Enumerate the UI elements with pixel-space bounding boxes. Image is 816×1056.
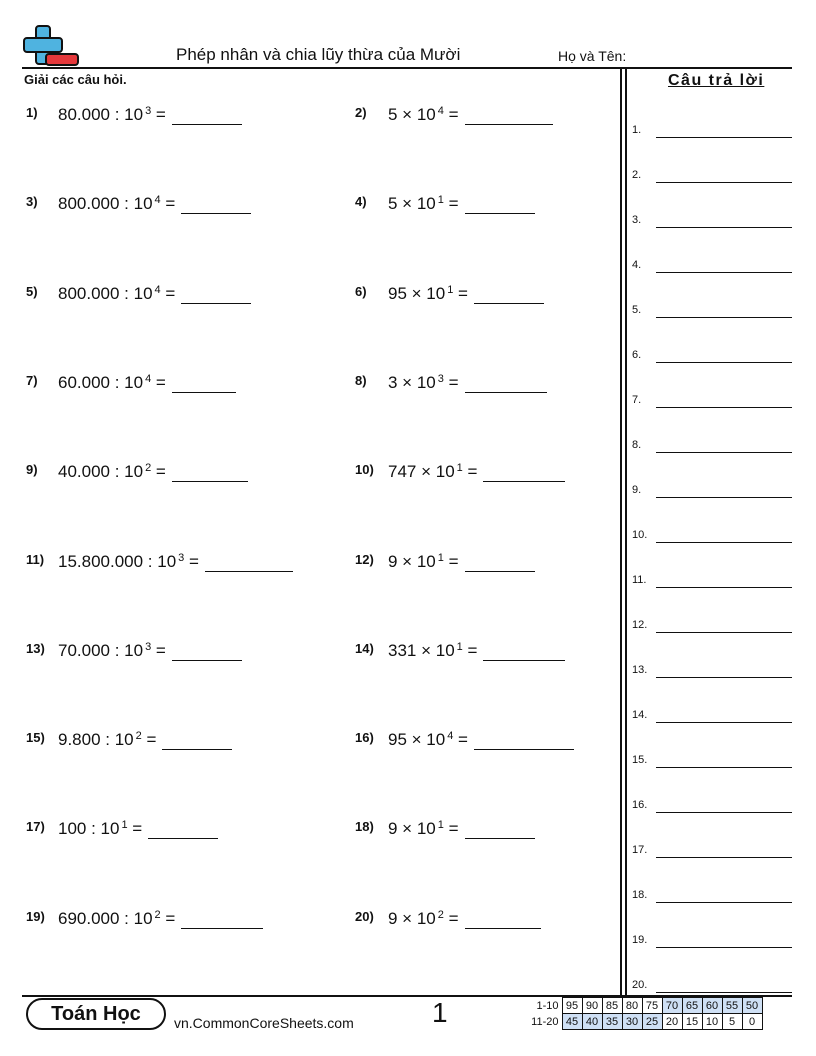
answer-blank[interactable]: [474, 286, 544, 304]
question-number: 16): [355, 730, 374, 746]
page-number: 1: [432, 997, 448, 1028]
answer-row-18: [632, 889, 792, 905]
answer-line[interactable]: [656, 857, 792, 858]
score-cell: 95: [562, 998, 582, 1014]
score-cell: 85: [602, 998, 622, 1014]
name-label: Họ và Tên:: [558, 48, 627, 64]
answer-line[interactable]: [656, 677, 792, 678]
answer-row-4: [632, 259, 792, 275]
answer-blank[interactable]: [474, 732, 574, 750]
answer-row-11: [632, 574, 792, 590]
answer-line[interactable]: [656, 272, 792, 273]
question-number: 15): [26, 730, 45, 746]
header-divider: [22, 67, 792, 69]
question-number: 20): [355, 908, 374, 924]
answer-number: 13.: [632, 664, 648, 676]
question-expression: 80.000 : 10 $^3$ =: [58, 105, 242, 125]
question-number: 4): [355, 194, 367, 210]
answer-blank[interactable]: [483, 464, 565, 482]
answer-row-20: [632, 979, 792, 995]
answer-number: 10.: [632, 529, 648, 541]
answer-line[interactable]: [656, 632, 792, 633]
score-row-label: 1-10: [536, 999, 559, 1012]
answer-line[interactable]: [656, 362, 792, 363]
answer-line[interactable]: [656, 407, 792, 408]
question-number: 19): [26, 908, 45, 924]
answer-number: 1.: [632, 124, 642, 136]
question-expression: 100 : 10 $^1$ =: [58, 819, 218, 839]
score-cell: 55: [722, 998, 742, 1014]
answer-row-6: [632, 349, 792, 365]
answer-row-19: [632, 934, 792, 950]
question-expression: 95 × 10 $^1$ =: [388, 284, 544, 304]
question-expression: 9.800 : 10 $^2$ =: [58, 730, 232, 750]
question-number: 18): [355, 819, 374, 835]
score-row-label: 11-20: [531, 1015, 559, 1028]
answer-row-9: [632, 484, 792, 500]
answer-line[interactable]: [656, 722, 792, 723]
answer-row-5: [632, 304, 792, 320]
brand-badge: Toán Học: [26, 998, 166, 1030]
answer-row-2: [632, 169, 792, 185]
question-expression: 9 × 10 $^1$ =: [388, 819, 535, 839]
answer-row-17: [632, 844, 792, 860]
answer-blank[interactable]: [465, 821, 535, 839]
question-number: 3): [26, 194, 38, 210]
score-cell: 0: [742, 1014, 762, 1030]
answer-number: 17.: [632, 844, 648, 856]
plus-minus-logo-icon: [22, 24, 80, 68]
answer-number: 16.: [632, 799, 648, 811]
answer-line[interactable]: [656, 587, 792, 588]
answer-row-12: [632, 619, 792, 635]
answer-blank[interactable]: [181, 911, 263, 929]
answer-line[interactable]: [656, 227, 792, 228]
score-cell: 70: [662, 998, 682, 1014]
question-expression: 5 × 10 $^4$ =: [388, 105, 553, 125]
question-number: 5): [26, 283, 38, 299]
question-expression: 40.000 : 10 $^2$ =: [58, 462, 248, 482]
score-cell: 75: [642, 998, 662, 1014]
answer-blank[interactable]: [465, 107, 553, 125]
answer-line[interactable]: [656, 182, 792, 183]
answer-line[interactable]: [656, 497, 792, 498]
answer-row-1: [632, 124, 792, 140]
answer-row-8: [632, 439, 792, 455]
question-number: 9): [26, 462, 38, 478]
question-expression: 60.000 : 10 $^4$ =: [58, 373, 236, 393]
question-expression: 95 × 10 $^4$ =: [388, 730, 574, 750]
answer-number: 18.: [632, 889, 648, 901]
answer-blank[interactable]: [465, 375, 547, 393]
answer-number: 5.: [632, 304, 642, 316]
answer-blank[interactable]: [465, 196, 535, 214]
answer-line[interactable]: [656, 992, 792, 993]
score-cell: 15: [682, 1014, 702, 1030]
answer-blank[interactable]: [172, 375, 236, 393]
answer-line[interactable]: [656, 812, 792, 813]
answer-line[interactable]: [656, 542, 792, 543]
score-cell: 60: [702, 998, 722, 1014]
answer-row-14: [632, 709, 792, 725]
score-cell: 80: [622, 998, 642, 1014]
answer-number: 11.: [632, 574, 647, 586]
answer-number: 20.: [632, 979, 648, 991]
answer-row-3: [632, 214, 792, 230]
question-expression: 800.000 : 10 $^4$ =: [58, 284, 251, 304]
answer-number: 12.: [632, 619, 648, 631]
answer-row-15: [632, 754, 792, 770]
answer-number: 14.: [632, 709, 648, 721]
score-cell: 65: [682, 998, 702, 1014]
score-table: [528, 997, 763, 1030]
answer-number: 3.: [632, 214, 642, 226]
answer-row-10: [632, 529, 792, 545]
answer-row-16: [632, 799, 792, 815]
answer-blank[interactable]: [483, 643, 565, 661]
answer-blank[interactable]: [465, 911, 541, 929]
answer-line[interactable]: [656, 947, 792, 948]
answer-blank[interactable]: [205, 554, 293, 572]
question-number: 11): [26, 551, 45, 567]
question-number: 1): [26, 105, 38, 120]
answer-number: 2.: [632, 169, 642, 181]
answer-line[interactable]: [656, 137, 792, 138]
score-cell: 40: [582, 1014, 602, 1030]
answer-line[interactable]: [656, 317, 792, 318]
question-number: 12): [355, 551, 374, 567]
answer-number: 9.: [632, 484, 642, 496]
answer-number: 19.: [632, 934, 648, 946]
score-cell: 5: [722, 1014, 742, 1030]
answer-number: 7.: [632, 394, 642, 406]
score-cell: 50: [742, 998, 762, 1014]
answer-row-7: [632, 394, 792, 410]
question-expression: 70.000 : 10 $^3$ =: [58, 641, 242, 661]
answer-number: 15.: [632, 754, 648, 766]
score-cell: 10: [702, 1014, 722, 1030]
question-expression: 747 × 10 $^1$ =: [388, 462, 565, 482]
question-expression: 5 × 10 $^1$ =: [388, 194, 535, 214]
worksheet-title: Phép nhân và chia lũy thừa của Mười: [176, 45, 461, 64]
answers-title: Câu trả lời: [668, 72, 765, 89]
answer-row-13: [632, 664, 792, 680]
site-url: vn.CommonCoreSheets.com: [174, 1015, 354, 1031]
answer-number: 6.: [632, 349, 642, 361]
question-number: 8): [355, 372, 367, 388]
instructions: Giải các câu hỏi.: [24, 72, 127, 87]
answer-line[interactable]: [656, 452, 792, 453]
answer-blank[interactable]: [172, 643, 242, 661]
question-expression: 800.000 : 10 $^4$ =: [58, 194, 251, 214]
question-expression: 15.800.000 : 10 $^3$ =: [58, 552, 293, 572]
answer-number: 4.: [632, 259, 642, 271]
question-expression: 3 × 10 $^3$ =: [388, 373, 547, 393]
score-cell: 30: [622, 1014, 642, 1030]
column-divider: [620, 68, 627, 996]
score-cell: 25: [642, 1014, 662, 1030]
answer-blank[interactable]: [172, 464, 248, 482]
answer-blank[interactable]: [172, 107, 242, 125]
score-cell: 90: [582, 998, 602, 1014]
answer-blank[interactable]: [181, 196, 251, 214]
score-cell: 20: [662, 1014, 682, 1030]
question-number: 14): [355, 640, 374, 656]
question-number: 2): [355, 105, 367, 120]
score-row: [528, 1014, 762, 1030]
answer-line[interactable]: [656, 902, 792, 903]
question-expression: 9 × 10 $^2$ =: [388, 909, 541, 929]
score-cell: 35: [602, 1014, 622, 1030]
answer-blank[interactable]: [162, 732, 232, 750]
question-expression: 9 × 10 $^1$ =: [388, 552, 535, 572]
question-number: 13): [26, 640, 45, 656]
answer-number: 8.: [632, 439, 642, 451]
score-cell: 45: [562, 1014, 582, 1030]
score-row: [528, 998, 762, 1014]
answer-blank[interactable]: [465, 554, 535, 572]
answer-line[interactable]: [656, 767, 792, 768]
answer-blank[interactable]: [181, 286, 251, 304]
question-expression: 690.000 : 10 $^2$ =: [58, 909, 263, 929]
answer-blank[interactable]: [148, 821, 218, 839]
question-number: 6): [355, 283, 367, 299]
question-expression: 331 × 10 $^1$ =: [388, 641, 565, 661]
question-number: 17): [26, 819, 45, 835]
question-number: 10): [355, 462, 374, 478]
question-number: 7): [26, 372, 38, 388]
